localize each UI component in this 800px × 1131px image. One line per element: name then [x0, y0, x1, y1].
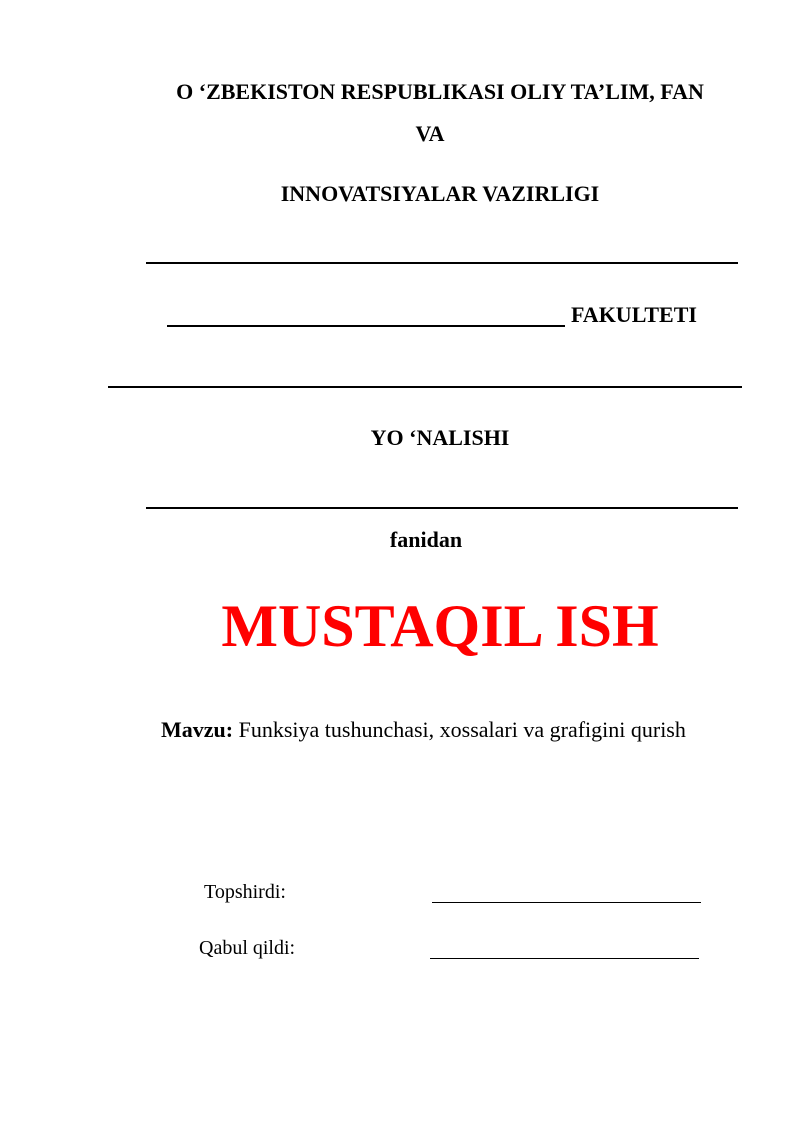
topic-value: Funksiya tushunchasi, xossalari va grafigini qurish	[238, 717, 686, 742]
faculty-blank-line	[167, 325, 565, 327]
accepted-by-label: Qabul qildi:	[199, 937, 296, 959]
university-blank-line	[146, 262, 738, 264]
submitted-by-label: Topshirdi:	[204, 881, 286, 903]
topic-line	[161, 716, 686, 744]
ministry-name-line-3: INNOVATSIYALAR VAZIRLIGI	[280, 181, 600, 206]
direction-label: YO ‘NALISHI	[370, 425, 510, 450]
ministry-name-line-1: O ‘ZBEKISTON RESPUBLIKASI OLIY TA’LIM, FAN	[176, 79, 704, 104]
submitted-by-signature-line	[432, 902, 701, 903]
accepted-by-signature-line	[430, 958, 699, 959]
document-title: MUSTAQIL ISH	[221, 593, 659, 659]
subject-blank-line	[146, 507, 738, 509]
ministry-name-line-2: VA	[415, 121, 445, 146]
subject-suffix: fanidan	[389, 527, 463, 552]
faculty-label: FAKULTETI	[571, 302, 697, 327]
department-blank-line	[108, 386, 742, 388]
topic-label: Mavzu:	[161, 717, 234, 742]
